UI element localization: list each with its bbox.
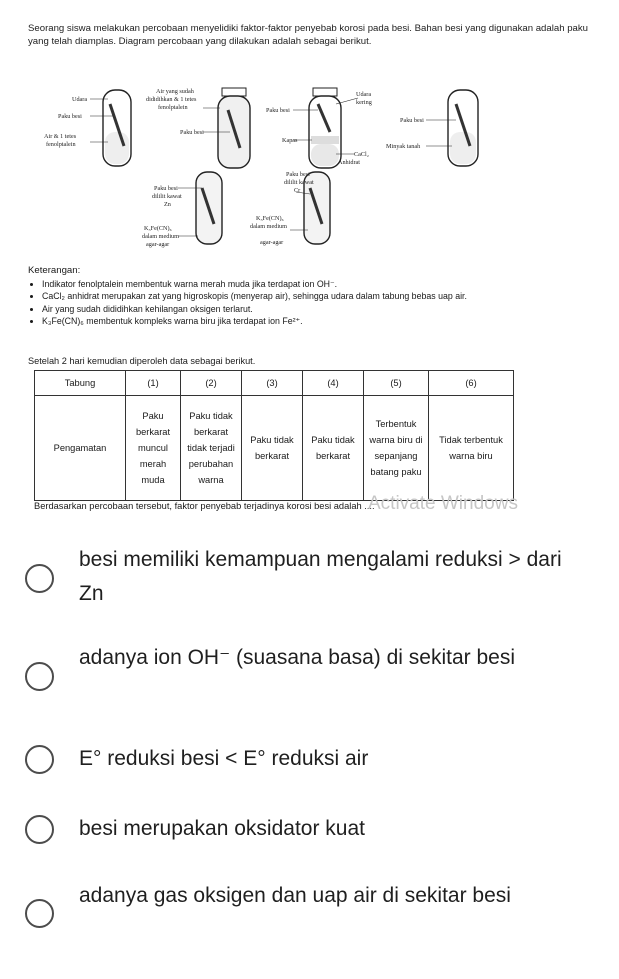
answer-option[interactable] — [0, 641, 619, 713]
option-text: E° reduksi besi < E° reduksi air — [79, 747, 369, 770]
t2-air3-label: fenolptalein — [158, 104, 188, 111]
activate-windows-watermark: Activate Windows — [368, 493, 518, 514]
t5-zn-label: Zn — [164, 201, 171, 208]
t6-cr-label: Cr — [294, 187, 301, 194]
t3-kapas-label: Kapas — [282, 137, 298, 144]
legend-title: Keterangan: — [28, 265, 81, 276]
table-corner: Tabung — [35, 371, 126, 396]
table-header: (6) — [429, 371, 514, 396]
legend-list — [28, 278, 612, 327]
legend-item: • Indikator fenolptalein membentuk warna merah muda jika terdapat ion OH⁻. — [42, 278, 612, 290]
table-cell: Terbentuk warna biru di sepanjang batang paku — [364, 396, 429, 501]
t2-air2-label: dididihkan & 1 tetes — [146, 96, 197, 103]
test-tube-4 — [386, 90, 478, 166]
table-row-label: Pengamatan — [35, 396, 126, 501]
t5-k1-label: K₃Fe(CN)₆ — [144, 225, 172, 232]
t1-fenol-label: fenolptalein — [46, 141, 76, 148]
t3-paku-label: Paku besi — [266, 107, 290, 114]
option-text: adanya gas oksigen dan uap air di sekitar besi — [79, 884, 511, 907]
question-line: Berdasarkan percobaan tersebut, faktor penyebab terjadinya korosi besi adalah .... — [34, 501, 375, 511]
option-text: besi merupakan oksidator kuat — [79, 817, 365, 840]
t4-paku-label: Paku besi — [400, 117, 424, 124]
after-text: Setelah 2 hari kemudian diperoleh data sebagai berikut. — [28, 356, 256, 366]
t6-k3-label: agar-agar — [260, 239, 284, 246]
test-tube-6 — [250, 171, 330, 246]
option-text: adanya ion OH⁻ (suasana basa) di sekitar besi — [79, 646, 515, 669]
answer-option[interactable] — [0, 742, 619, 778]
table-header: (1) — [126, 371, 181, 396]
test-tube-2 — [146, 88, 250, 168]
radio-button[interactable] — [25, 815, 54, 844]
t6-paku1-label: Paku besi — [286, 171, 310, 178]
answer-option[interactable] — [0, 543, 619, 615]
legend-item: • Air yang sudah dididihkan kehilangan oksigen terlarut. — [42, 303, 612, 315]
table-cell: Paku tidak berkarat tidak terjadi perubahan warna — [181, 396, 242, 501]
t6-k1-label: K₃Fe(CN)₆ — [256, 215, 284, 222]
radio-button[interactable] — [25, 564, 54, 593]
observation-table — [34, 370, 514, 501]
t1-udara-label: Udara — [72, 96, 88, 103]
radio-button[interactable] — [25, 899, 54, 928]
legend-item: • CaCl₂ anhidrat merupakan zat yang higroskopis (menyerap air), sehingga udara dalam tabung bebas uap air. — [42, 290, 612, 302]
test-tube-3 — [266, 88, 372, 168]
test-tube-1 — [44, 90, 131, 166]
t6-k2-label: dalam medium — [250, 223, 287, 230]
answer-option[interactable] — [0, 879, 619, 951]
t1-air-label: Air & 1 tetes — [44, 133, 77, 140]
t3-anhidrat-label: Anhidrat — [338, 159, 360, 166]
t3-kering-label: kering — [356, 99, 372, 106]
table-header: (2) — [181, 371, 242, 396]
t5-paku2-label: dililit kawat — [152, 193, 182, 200]
table-cell: Paku berkarat muncul merah muda — [126, 396, 181, 501]
t2-paku-label: Paku besi — [180, 129, 204, 136]
option-text: besi memiliki kemampuan mengalami reduksi > dari Zn — [79, 548, 562, 605]
t5-k2-label: dalam medium — [142, 233, 179, 240]
t5-k3-label: agar-agar — [146, 241, 170, 248]
table-cell: Tidak terbentuk warna biru — [429, 396, 514, 501]
t2-air1-label: Air yang sudah — [156, 88, 194, 95]
legend-item: • K₃Fe(CN)₆ membentuk kompleks warna biru jika terdapat ion Fe²⁺. — [42, 315, 612, 327]
question-intro: Seorang siswa melakukan percobaan menyelidiki faktor-faktor penyebab korosi pada besi. Bahan besi yang digunakan adalah paku yang telah diamplas. Diagram percobaan yang dilakukan adalah sebagai berikut. — [28, 23, 588, 47]
table-header: (5) — [364, 371, 429, 396]
test-tube-5 — [142, 172, 222, 248]
radio-button[interactable] — [25, 662, 54, 691]
answer-option[interactable] — [0, 812, 619, 848]
t3-udara-label: Udara — [356, 91, 372, 98]
table-header: (4) — [303, 371, 364, 396]
t3-cacl2-label: CaCl₂ — [354, 151, 369, 158]
t5-paku1-label: Paku besi — [154, 185, 178, 192]
t1-paku-label: Paku besi — [58, 113, 82, 120]
table-cell: Paku tidak berkarat — [242, 396, 303, 501]
experiment-diagram — [28, 84, 588, 264]
t6-paku2-label: dililit kawat — [284, 179, 314, 186]
table-cell: Paku tidak berkarat — [303, 396, 364, 501]
table-header: (3) — [242, 371, 303, 396]
t4-minyak-label: Minyak tanah — [386, 143, 421, 150]
radio-button[interactable] — [25, 745, 54, 774]
